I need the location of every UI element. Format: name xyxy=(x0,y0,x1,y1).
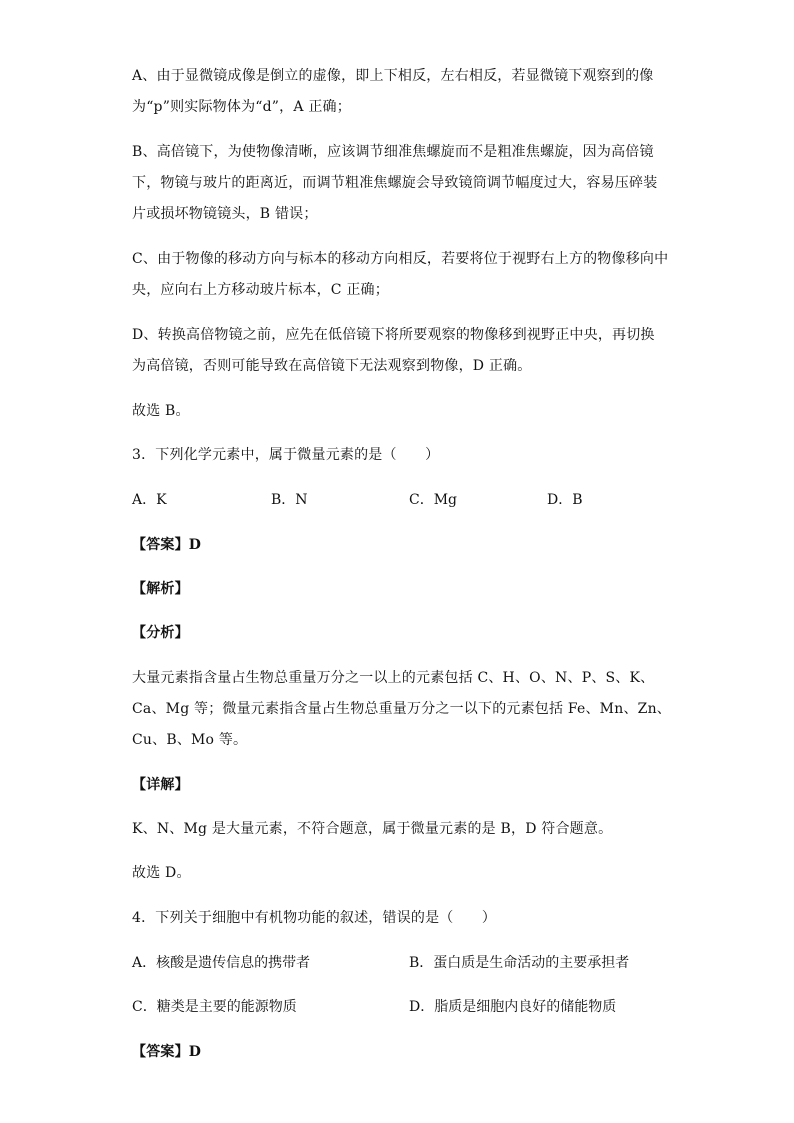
q3-jiexi-label: 【解析】 xyxy=(132,581,189,597)
paragraph-c-line-2: 央，应向右上方移动玻片标本，C 正确； xyxy=(132,282,389,298)
q4-option-b: B．蛋白质是生命活动的主要承担者 xyxy=(409,955,630,971)
paragraph-b-line-2: 下，物镜与玻片的距离近，而调节粗准焦螺旋会导致镜筒调节幅度过大，容易压碎装 xyxy=(132,175,658,191)
paragraph-d-line-1: D、转换高倍物镜之前，应先在低倍镜下将所要观察的物像移到视野正中央，再切换 xyxy=(132,327,655,343)
question-4: 4．下列关于细胞中有机物功能的叙述，错误的是（ ） xyxy=(132,910,497,926)
q3-analysis-line-2: Ca、Mg 等；微量元素指含量占生物总重量万分之一以下的元素包括 Fe、Mn、Zn、 xyxy=(132,701,671,717)
q4-option-c: C．糖类是主要的能源物质 xyxy=(132,999,297,1015)
question-3: 3．下列化学元素中，属于微量元素的是（ ） xyxy=(132,447,440,463)
paragraph-d-line-2: 为高倍镜，否则可能导致在高倍镜下无法观察到物像，D 正确。 xyxy=(132,358,532,374)
paragraph-a-line-2: 为“p”则实际物体为“d”，A 正确； xyxy=(132,99,351,115)
q3-fenxi-label: 【分析】 xyxy=(132,625,189,641)
q4-option-d: D．脂质是细胞内良好的储能物质 xyxy=(409,999,617,1015)
q3-option-b: B．N xyxy=(271,492,308,508)
paragraph-b-line-1: B、高倍镜下，为使物像清晰，应该调节细准焦螺旋而不是粗准焦螺旋，因为高倍镜 xyxy=(132,144,654,160)
q4-option-a: A．核酸是遗传信息的携带者 xyxy=(132,955,311,971)
q3-answer: 【答案】D xyxy=(132,537,202,553)
paragraph-b-line-3: 片或损坏物镜镜头，B 错误； xyxy=(132,206,318,222)
q3-detail-label: 【详解】 xyxy=(132,777,189,793)
conclusion-b: 故选 B。 xyxy=(132,403,190,419)
q3-option-c: C．Mg xyxy=(409,492,458,508)
q3-analysis-line-3: Cu、B、Mo 等。 xyxy=(132,732,248,748)
q4-answer: 【答案】D xyxy=(132,1044,202,1060)
q3-conclusion: 故选 D。 xyxy=(132,865,191,881)
q3-detail: K、N、Mg 是大量元素，不符合题意，属于微量元素的是 B，D 符合题意。 xyxy=(132,821,613,837)
q3-option-a: A．K xyxy=(132,492,167,508)
q3-option-d: D．B xyxy=(547,492,583,508)
paragraph-c-line-1: C、由于物像的移动方向与标本的移动方向相反，若要将位于视野右上方的物像移向中 xyxy=(132,251,669,267)
paragraph-a-line-1: A、由于显微镜成像是倒立的虚像，即上下相反，左右相反，若显微镜下观察到的像 xyxy=(132,68,654,84)
q3-analysis-line-1: 大量元素指含量占生物总重量万分之一以上的元素包括 C、H、O、N、P、S、K、 xyxy=(132,670,655,686)
